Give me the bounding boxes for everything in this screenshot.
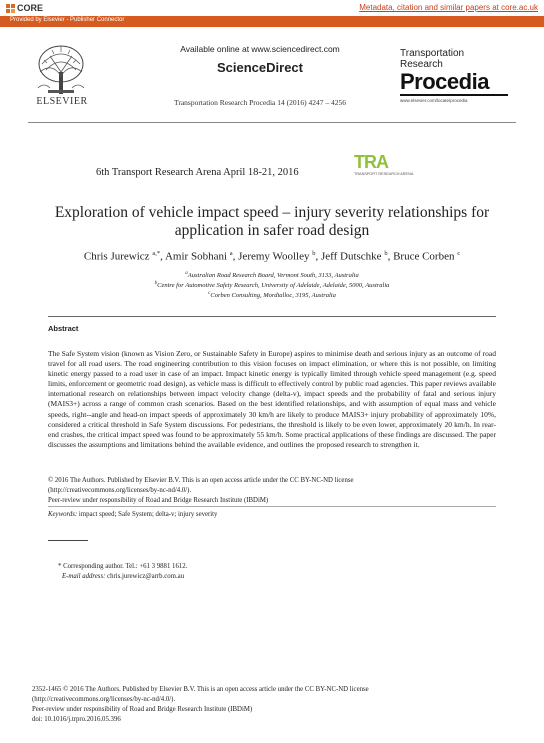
- journal-reference: Transportation Research Procedia 14 (2016) 4247 – 4256: [174, 98, 346, 107]
- affiliation-sup: b: [154, 281, 158, 286]
- tra-logo: [354, 152, 414, 182]
- journal-logo-tagline: www.elsevier.com/locate/procedia: [400, 98, 468, 103]
- footer-doi[interactable]: doi: 10.1016/j.trpro.2016.05.396: [32, 716, 121, 723]
- email-label: E-mail address:: [62, 573, 106, 580]
- core-bar: [0, 0, 544, 16]
- email-address[interactable]: chris.jurewicz@arrb.com.au: [107, 573, 185, 580]
- affiliation: [20, 291, 524, 299]
- journal-logo-line1: Transportation: [400, 48, 465, 59]
- keywords-text: impact speed; Safe System; delta-v; injury severity: [78, 511, 218, 518]
- peer-review-line: Peer-review under responsibility of Road and Bridge Research Institute (IBDiM): [48, 497, 269, 504]
- author-sup: a: [229, 250, 233, 257]
- provided-by-bar: [0, 16, 544, 27]
- article-title: Exploration of vehicle impact speed – injury severity relationships for application in safer road design: [54, 204, 490, 239]
- elsevier-wordmark: ELSEVIER: [36, 96, 88, 107]
- author-name: Jeremy Woolley: [238, 250, 310, 263]
- core-logo-icon: [6, 4, 15, 13]
- affiliation-sup: c: [208, 291, 211, 296]
- journal-logo-procedia: Procedia: [400, 69, 489, 94]
- affiliation-sup: a: [185, 271, 188, 276]
- affiliation: [20, 271, 524, 279]
- footer-line: 2352-1465 © 2016 The Authors. Published by Elsevier B.V. This is an open access article under the CC BY-NC-ND license: [32, 686, 369, 693]
- conference-line: 6th Transport Research Arena April 18-21, 2016: [96, 167, 299, 178]
- sciencedirect-logo: ScienceDirect: [217, 60, 303, 75]
- author-name: Amir Sobhani: [164, 250, 228, 263]
- abstract-body: The Safe System vision (known as Vision Zero, or Sustainable Safety in Europe) aspires to minimise death and serious injury as an outcome of road travel for all road users. The road engineering contribution to this vision focuses on impact elimination, or where this is not possible, on limiting kinetic energy passed to a road user in case of an impact. Impact kinetic energy is typically limited through vehicle speed management (e.g. speed limits, enforcement or geometric road design), as vehicle mass is difficult to effectively control by public road agencies. This paper reviews available international research on relationships between impact velocity change (delta-v), impact speeds and the probability of fatal and serious injury (MAIS3+) across a range of common crash scenarios. Based on the best identified relationships, and with assumption of equal mass and vehicle speeds, right--angle and head-on impact speeds of approximately 30 km/h are likely to produce MAIS3+ injury probability of approximately 10%, considered a critical threshold in Safe System discussions. For pedestrians, the threshold is likely to be even lower, approximately 20 km/h. In rear-end crashes, the critical impact speed was found to be approximately 55 km/h. Some practical applications of these findings are discussed. The paper discusses the assumptions and limitations behind the available evidence, and outlines the proposed research to strengthen it.: [48, 349, 496, 449]
- affiliation: [20, 281, 524, 289]
- author-list: Chris Jurewicz $^{a,*}$, Amir Sobhani $^a$, Jeremy Woolley $^b$, Jeff Dutschke $^b$, Bruce Corben $^c$: [83, 250, 461, 263]
- keywords-label: Keywords:: [48, 511, 78, 518]
- author-sup: c: [457, 250, 461, 257]
- tra-logo-subtext: TRANSPORT RESEARCH ARENA: [354, 172, 414, 176]
- keywords-divider: [48, 506, 496, 507]
- author-sup: b: [312, 250, 316, 257]
- core-logo[interactable]: [6, 3, 43, 13]
- author-name: Jeff Dutschke: [320, 250, 382, 263]
- keywords: [48, 511, 217, 518]
- author-name: Chris Jurewicz: [83, 250, 150, 263]
- core-metadata-link[interactable]: Metadata, citation and similar papers at core.ac.uk: [359, 3, 538, 12]
- license-line: © 2016 The Authors. Published by Elsevier B.V. This is an open access article under the CC BY-NC-ND license: [48, 477, 354, 484]
- footnote-divider: [48, 540, 88, 541]
- footer-license-url[interactable]: (http://creativecommons.org/licenses/by-nc-nd/4.0/).: [32, 696, 176, 703]
- author-name: Bruce Corben: [393, 250, 455, 263]
- journal-logo: [400, 48, 510, 103]
- email-line: [62, 573, 184, 580]
- core-logo-text: CORE: [17, 3, 44, 13]
- affiliation-text: Corben Consulting, Mordialloc, 3195, Australia: [210, 292, 336, 300]
- abstract-divider: [48, 316, 496, 317]
- provided-by-text[interactable]: Provided by Elsevier - Publisher Connector: [10, 17, 125, 23]
- journal-logo-line2: Research: [400, 59, 443, 70]
- corresponding-author: * Corresponding author. Tel.: +61 3 9881 1612.: [58, 563, 188, 570]
- tra-logo-text: TRA: [354, 152, 388, 172]
- license-url[interactable]: (http://creativecommons.org/licenses/by-nc-nd/4.0/).: [48, 487, 192, 494]
- available-online: Available online at www.sciencedirect.com: [180, 44, 340, 54]
- affiliation-text: Australian Road Research Board, Vermont South, 3133, Australia: [187, 272, 359, 280]
- author-sup: a,*: [152, 250, 161, 257]
- footer-peer-review: Peer-review under responsibility of Road and Bridge Research Institute (IBDiM): [32, 706, 253, 713]
- author-sup: b: [384, 250, 388, 257]
- abstract-heading: Abstract: [48, 324, 79, 333]
- affiliation-text: Centre for Automotive Safety Research, University of Adelaide, Adelaide, 5000, Australia: [157, 282, 390, 290]
- header-divider: [28, 122, 516, 123]
- journal-logo-underline: [400, 94, 508, 96]
